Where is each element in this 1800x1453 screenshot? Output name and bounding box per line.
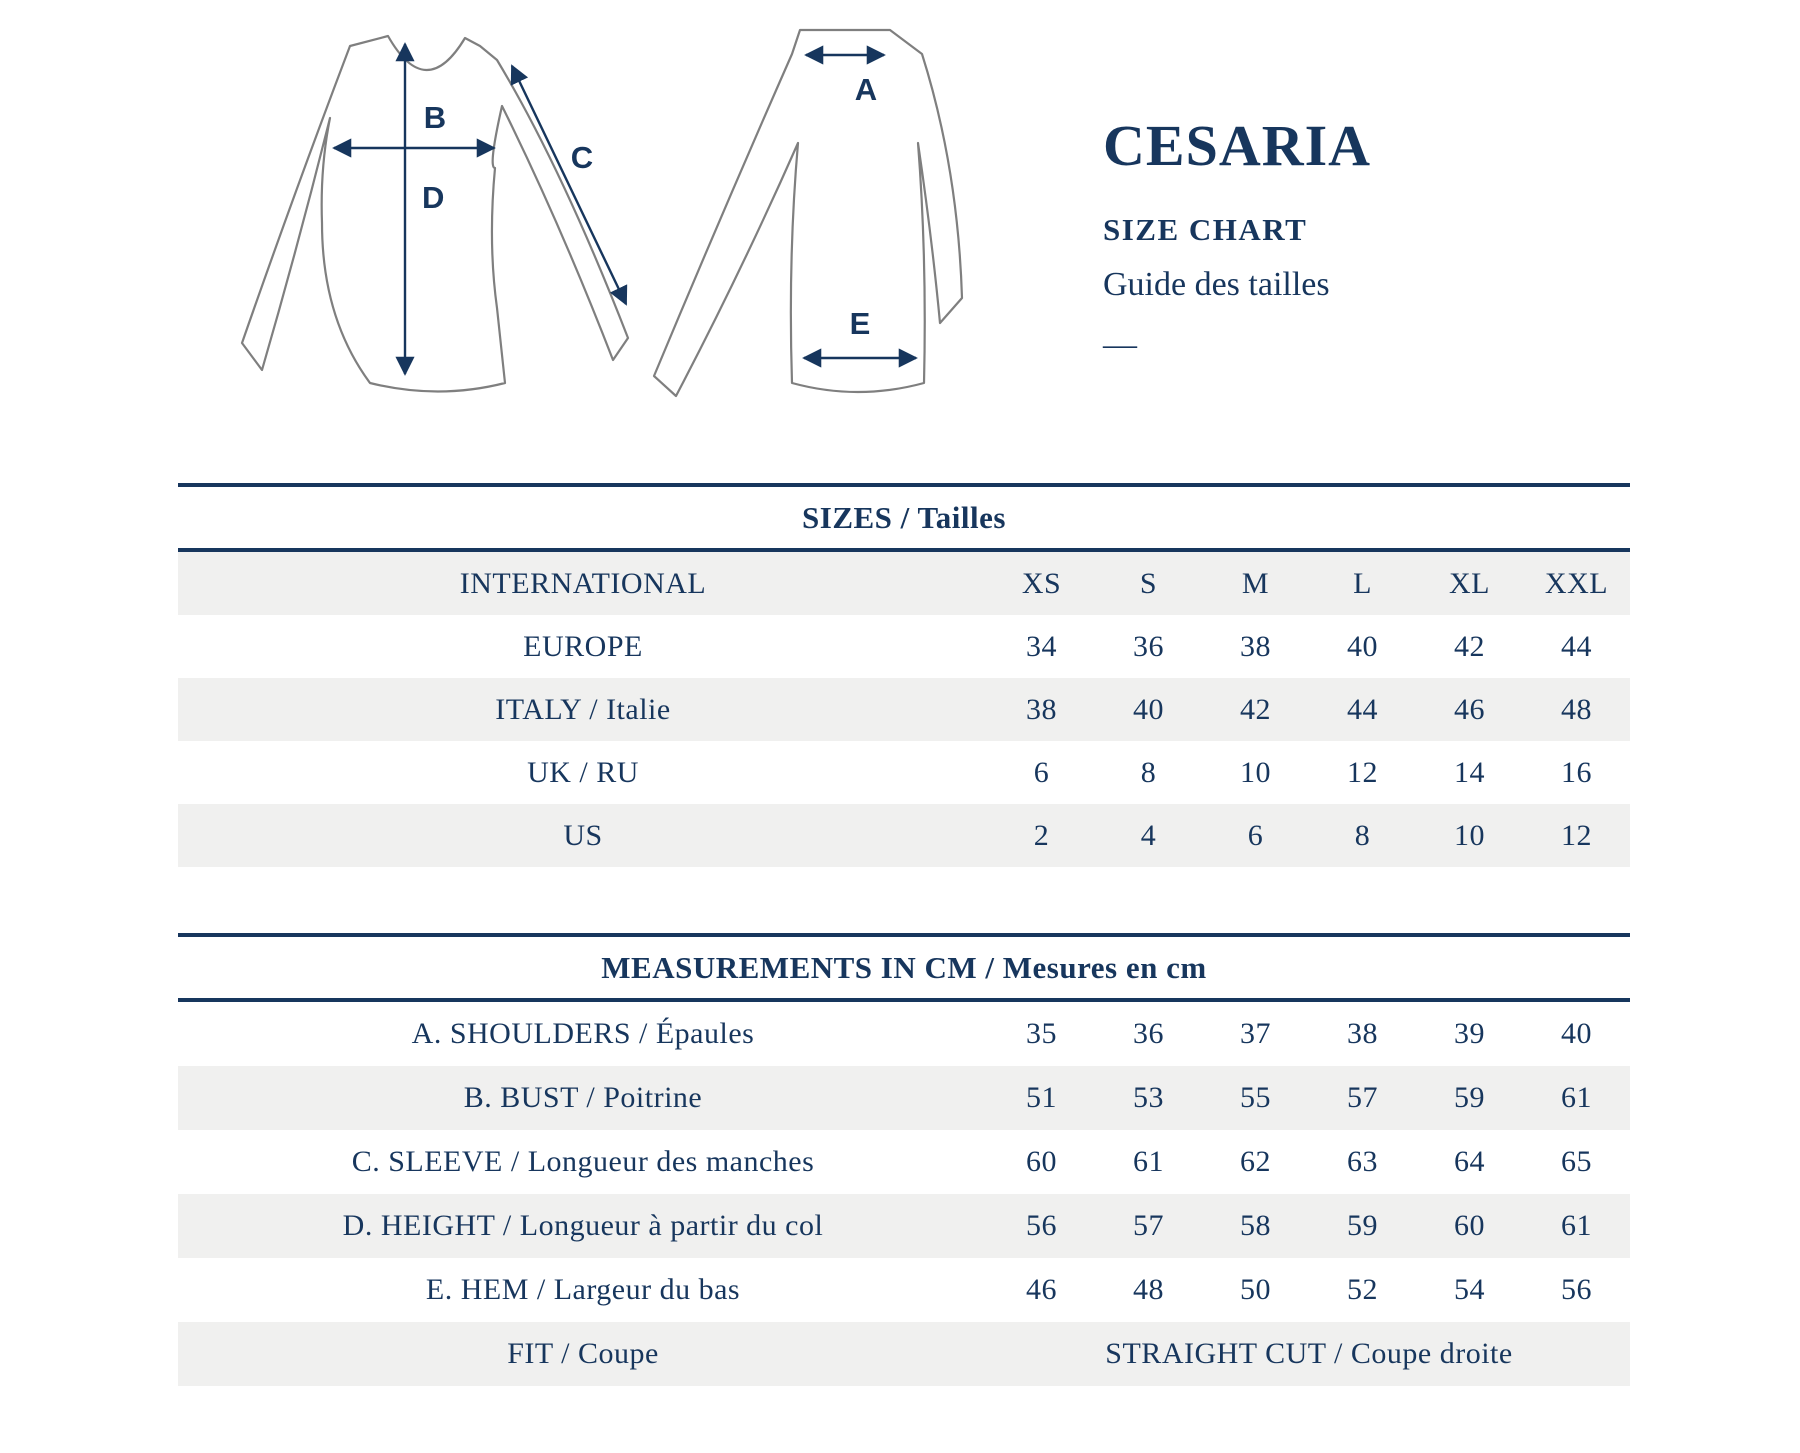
label-d: D — [422, 180, 445, 215]
row-label: A. SHOULDERS / Épaules — [411, 1017, 755, 1050]
measure-cell: 36 — [1133, 1017, 1164, 1050]
sizes-table — [178, 483, 1630, 867]
row-label: D. HEIGHT / Longueur à partir du col — [342, 1209, 824, 1242]
sizes-table-header: SIZES / Tailles — [802, 499, 1006, 535]
measure-cell: 57 — [1347, 1081, 1378, 1114]
table-row — [178, 615, 1630, 678]
size-cell: L — [1353, 566, 1372, 600]
row-label: B. BUST / Poitrine — [463, 1081, 703, 1114]
size-cell: 40 — [1347, 629, 1378, 663]
row-label: US — [563, 818, 603, 852]
size-chart-subtitle: Guide des tailles — [1103, 266, 1330, 303]
size-cell: 42 — [1454, 629, 1485, 663]
table-row — [178, 552, 1630, 615]
garment-diagram — [170, 8, 980, 413]
measure-cell: 54 — [1454, 1273, 1485, 1306]
table-row — [178, 678, 1630, 741]
measure-cell: 55 — [1240, 1081, 1271, 1114]
measure-cell: 37 — [1240, 1017, 1271, 1050]
measure-cell: 58 — [1240, 1209, 1271, 1242]
measure-cell: 60 — [1454, 1209, 1485, 1242]
size-cell: 16 — [1561, 755, 1592, 789]
size-cell: 46 — [1454, 692, 1485, 726]
size-cell: 34 — [1026, 629, 1057, 663]
size-cell: 42 — [1240, 692, 1271, 726]
size-cell: 44 — [1561, 629, 1592, 663]
row-label: FIT / Coupe — [507, 1337, 659, 1370]
measurements-table-header: MEASUREMENTS IN CM / Mesures en cm — [601, 949, 1207, 985]
measure-cell: 48 — [1133, 1273, 1164, 1306]
measure-cell: 52 — [1347, 1273, 1378, 1306]
fit-value: STRAIGHT CUT / Coupe droite — [1105, 1337, 1513, 1370]
table-row — [178, 1066, 1630, 1130]
measure-cell: 59 — [1454, 1081, 1485, 1114]
row-label: EUROPE — [523, 629, 643, 663]
sleeve-arrow-c — [512, 66, 626, 304]
size-cell: 12 — [1561, 818, 1592, 852]
size-cell: 10 — [1240, 755, 1271, 789]
row-label: ITALY / Italie — [495, 692, 671, 726]
measure-cell: 62 — [1240, 1145, 1271, 1178]
size-cell: XS — [1021, 566, 1062, 600]
measure-cell: 65 — [1561, 1145, 1592, 1178]
size-cell: 6 — [1033, 755, 1050, 789]
measure-cell: 39 — [1454, 1017, 1485, 1050]
back-garment-outline — [654, 30, 962, 396]
measure-cell: 61 — [1561, 1209, 1592, 1242]
size-cell: XXL — [1544, 566, 1609, 600]
label-a: A — [854, 72, 878, 107]
size-chart-title: SIZE CHART — [1103, 212, 1308, 247]
size-cell: 4 — [1140, 818, 1157, 852]
size-cell: 38 — [1240, 629, 1271, 663]
size-cell: XL — [1449, 566, 1490, 600]
size-cell: 2 — [1033, 818, 1050, 852]
table-row — [178, 1130, 1630, 1194]
size-cell: 12 — [1347, 755, 1378, 789]
table-row — [178, 804, 1630, 867]
row-label: UK / RU — [527, 755, 639, 789]
size-cell: 36 — [1133, 629, 1164, 663]
measure-cell: 63 — [1347, 1145, 1378, 1178]
measure-cell: 60 — [1026, 1145, 1057, 1178]
size-cell: 14 — [1454, 755, 1485, 789]
row-label: C. SLEEVE / Longueur des manches — [351, 1145, 815, 1178]
measure-cell: 61 — [1561, 1081, 1592, 1114]
table-row — [178, 1194, 1630, 1258]
measure-cell: 64 — [1454, 1145, 1485, 1178]
label-c: C — [570, 140, 594, 175]
table-row — [178, 1258, 1630, 1322]
size-cell: 6 — [1247, 818, 1264, 852]
label-b: B — [423, 100, 447, 135]
measure-cell: 38 — [1347, 1017, 1378, 1050]
size-cell: 48 — [1561, 692, 1592, 726]
header-dash: — — [1103, 326, 1137, 363]
measure-cell: 46 — [1026, 1273, 1057, 1306]
size-cell: 40 — [1133, 692, 1164, 726]
size-cell: 8 — [1354, 818, 1371, 852]
row-label: E. HEM / Largeur du bas — [425, 1273, 741, 1306]
table-row — [178, 741, 1630, 804]
size-cell: M — [1241, 566, 1270, 600]
size-cell: 10 — [1454, 818, 1485, 852]
measure-cell: 53 — [1133, 1081, 1164, 1114]
measure-cell: 40 — [1561, 1017, 1592, 1050]
size-cell: 8 — [1140, 755, 1157, 789]
row-label: INTERNATIONAL — [459, 566, 707, 600]
size-cell: S — [1139, 566, 1158, 600]
measure-cell: 56 — [1026, 1209, 1057, 1242]
measure-cell: 50 — [1240, 1273, 1271, 1306]
measure-cell: 56 — [1561, 1273, 1592, 1306]
size-cell: 44 — [1347, 692, 1378, 726]
measure-cell: 35 — [1026, 1017, 1057, 1050]
brand-name: CESARIA — [1103, 113, 1372, 178]
measure-cell: 59 — [1347, 1209, 1378, 1242]
label-e: E — [849, 306, 871, 341]
measure-cell: 51 — [1026, 1081, 1057, 1114]
size-cell: 38 — [1026, 692, 1057, 726]
measure-cell: 57 — [1133, 1209, 1164, 1242]
measure-cell: 61 — [1133, 1145, 1164, 1178]
fit-row — [178, 1322, 1630, 1386]
table-row — [178, 1002, 1630, 1066]
measurements-table — [178, 933, 1630, 1386]
